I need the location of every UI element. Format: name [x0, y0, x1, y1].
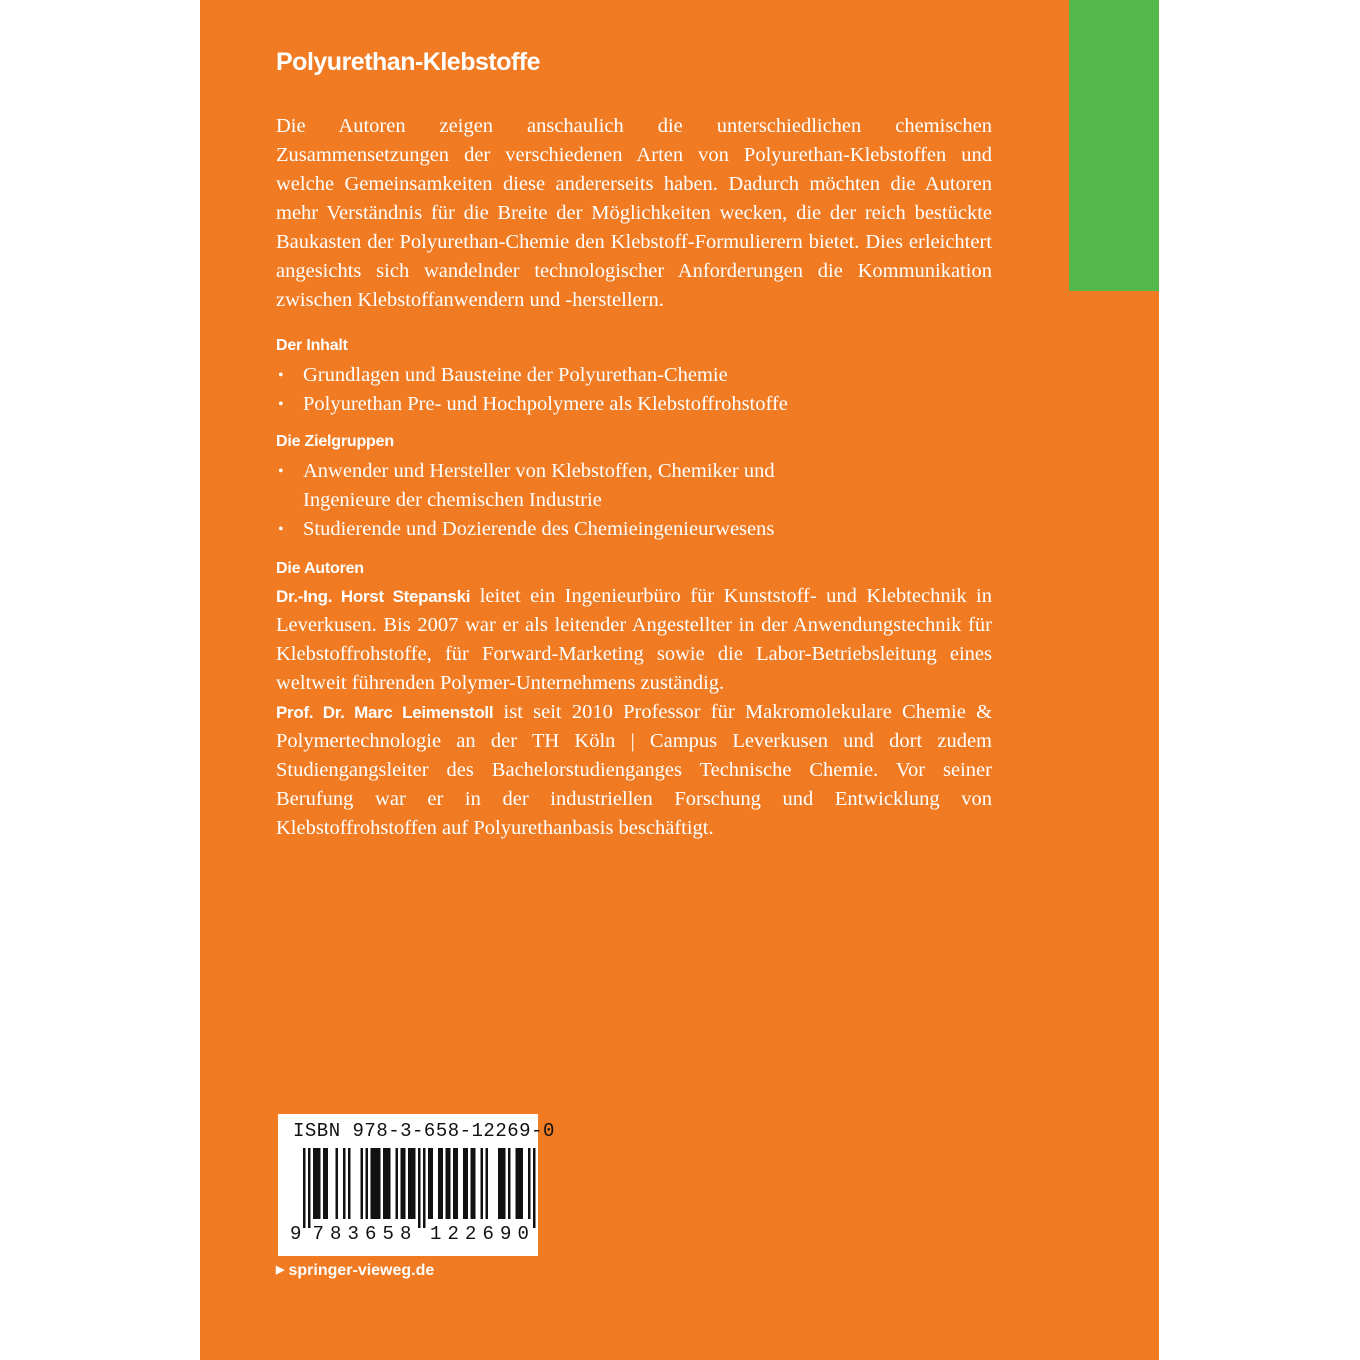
barcode-bar: [481, 1148, 484, 1219]
barcode-bar: [316, 1148, 319, 1219]
publisher-website[interactable]: [276, 1262, 434, 1280]
isbn-barcode-box: [278, 1114, 555, 1256]
barcode-bar: [508, 1148, 511, 1219]
barcode-bar: [516, 1148, 519, 1219]
barcode-bar: [463, 1148, 466, 1219]
barcode-bar: [308, 1148, 311, 1228]
barcode-bar: [326, 1148, 329, 1219]
barcode-bar: [318, 1148, 321, 1219]
barcode-digit: 5: [382, 1223, 394, 1245]
barcode-bar: [361, 1148, 364, 1219]
author-name: Prof. Dr. Marc Leimenstoll: [276, 703, 494, 722]
barcode-bar: [501, 1148, 504, 1219]
barcode-bar: [408, 1148, 411, 1219]
barcode-bar: [466, 1148, 469, 1219]
author-entry: [276, 698, 992, 843]
barcode-bar: [418, 1148, 421, 1228]
barcode-bar: [343, 1148, 346, 1219]
barcode-digit: 7: [312, 1223, 324, 1245]
barcode-bar: [403, 1148, 406, 1219]
barcode-bar: [446, 1148, 449, 1219]
barcode-bar: [378, 1148, 381, 1219]
barcode-bar: [438, 1148, 441, 1219]
list-item: [276, 457, 823, 515]
barcode-bar: [336, 1148, 339, 1219]
barcode-bar: [373, 1148, 376, 1219]
barcode-bar: [423, 1148, 426, 1228]
barcode-bar: [498, 1148, 501, 1219]
author-name: Dr.-Ing. Horst Stepanski: [276, 587, 471, 606]
barcode-digits: [278, 1223, 538, 1247]
barcode-bar: [371, 1148, 374, 1219]
cover-text: [276, 112, 992, 843]
barcode-digit: 8: [400, 1223, 412, 1245]
barcode-digit: 1: [430, 1223, 442, 1245]
barcode-digit: 9: [290, 1223, 302, 1245]
barcode-bar: [471, 1148, 474, 1219]
audience-list: [276, 457, 992, 544]
barcode-bar: [528, 1148, 531, 1219]
isbn-label: ISBN 978-3-658-12269-0: [293, 1120, 555, 1142]
barcode-bar: [411, 1148, 414, 1219]
barcode-bar: [486, 1148, 489, 1219]
barcode-bar: [396, 1148, 399, 1219]
author-bio: leitet ein Ingenieurbüro für Kunststoff- und Klebtechnik in Leverkusen. Bis 2007 war er als leitender Angestellter in der Anwendungstechnik für Klebstoffrohstoffe, für Forward-Marketing sowie die Labor-Betriebsleitung eines weltweit führenden Polymer-Unternehmens zuständig.: [276, 585, 992, 694]
book-title: Polyurethan-Klebstoffe: [276, 48, 541, 76]
barcode-bar: [348, 1148, 351, 1219]
barcode-bar: [431, 1148, 434, 1219]
contents-list: [276, 361, 992, 419]
barcode-bar: [518, 1148, 521, 1219]
barcode-bar: [521, 1148, 524, 1219]
barcode-bar: [388, 1148, 391, 1219]
barcode-bar: [401, 1148, 404, 1219]
barcode-digit: 6: [482, 1223, 494, 1245]
list-item: • Studierende und Dozierende des Chemieingenieurwesens: [276, 515, 992, 544]
barcode-bar: [473, 1148, 476, 1219]
website-label: springer-vieweg.de: [288, 1262, 435, 1279]
barcode-digit: 0: [517, 1223, 529, 1245]
author-entry: [276, 582, 992, 698]
green-accent-tab: [1069, 0, 1159, 291]
barcode-digit: 2: [447, 1223, 459, 1245]
barcode-bar: [428, 1148, 431, 1219]
barcode-bar: [448, 1148, 451, 1219]
barcode-digit: 6: [365, 1223, 377, 1245]
barcode-bar: [503, 1148, 506, 1219]
barcode-bar: [386, 1148, 389, 1219]
description: Die Autoren zeigen anschaulich die unterschiedlichen chemischen Zusammensetzungen der verschiedenen Arten von Polyurethan-Klebstoffen und welche Gemeinsamkeiten diese andererseits haben. Dadurch möchten die Autoren mehr Verständnis für die Breite der Möglichkeiten wecken, die der reich bestückte Baukasten der Polyurethan-Chemie den Klebstoff-Formulierern bietet. Dies erleichtert angesichts sich wandelnder technologischer Anforderungen die Kommunikation zwischen Klebstoffanwendern und -herstellern.: [276, 115, 992, 311]
barcode-bar: [441, 1148, 444, 1219]
barcode-digit: 3: [347, 1223, 359, 1245]
barcode-bar: [313, 1148, 316, 1219]
author-bio: ist seit 2010 Professor für Makromolekulare Chemie & Polymertechnologie an der TH Köln | Campus Leverkusen und dort zudem Studiengangsleiter des Bachelorstudienganges Technische Chemie. Vor seiner Berufung war er in der industriellen Forschung und Entwicklung von Klebstoffrohstoffen auf Polyurethanbasis beschäftigt.: [276, 701, 993, 839]
barcode-digit: 9: [500, 1223, 512, 1245]
barcode-bar: [376, 1148, 379, 1219]
barcode-bar: [456, 1148, 459, 1219]
barcode-digit: 2: [465, 1223, 477, 1245]
barcode-bar: [383, 1148, 386, 1219]
barcode-bar: [453, 1148, 456, 1219]
list-item: • Grundlagen und Bausteine der Polyurethan-Chemie: [276, 361, 992, 390]
barcode-bar: [366, 1148, 369, 1219]
list-item: • Polyurethan Pre- und Hochpolymere als Klebstoffrohstoffe: [276, 390, 992, 419]
audience-heading: Die Zielgruppen: [276, 433, 394, 450]
arrow-right-icon: ▶: [276, 1264, 285, 1276]
barcode-bar: [413, 1148, 416, 1219]
barcode-bar: [323, 1148, 326, 1219]
authors-heading: Die Autoren: [276, 560, 364, 577]
list-item-text: Anwender und Hersteller von Klebstoffen, Chemiker und Ingenieure der chemischen Industrie: [303, 460, 775, 511]
barcode-bar: [303, 1148, 306, 1228]
barcode-digit: 8: [330, 1223, 342, 1245]
barcode-bar: [533, 1148, 536, 1228]
contents-heading: Der Inhalt: [276, 337, 348, 354]
